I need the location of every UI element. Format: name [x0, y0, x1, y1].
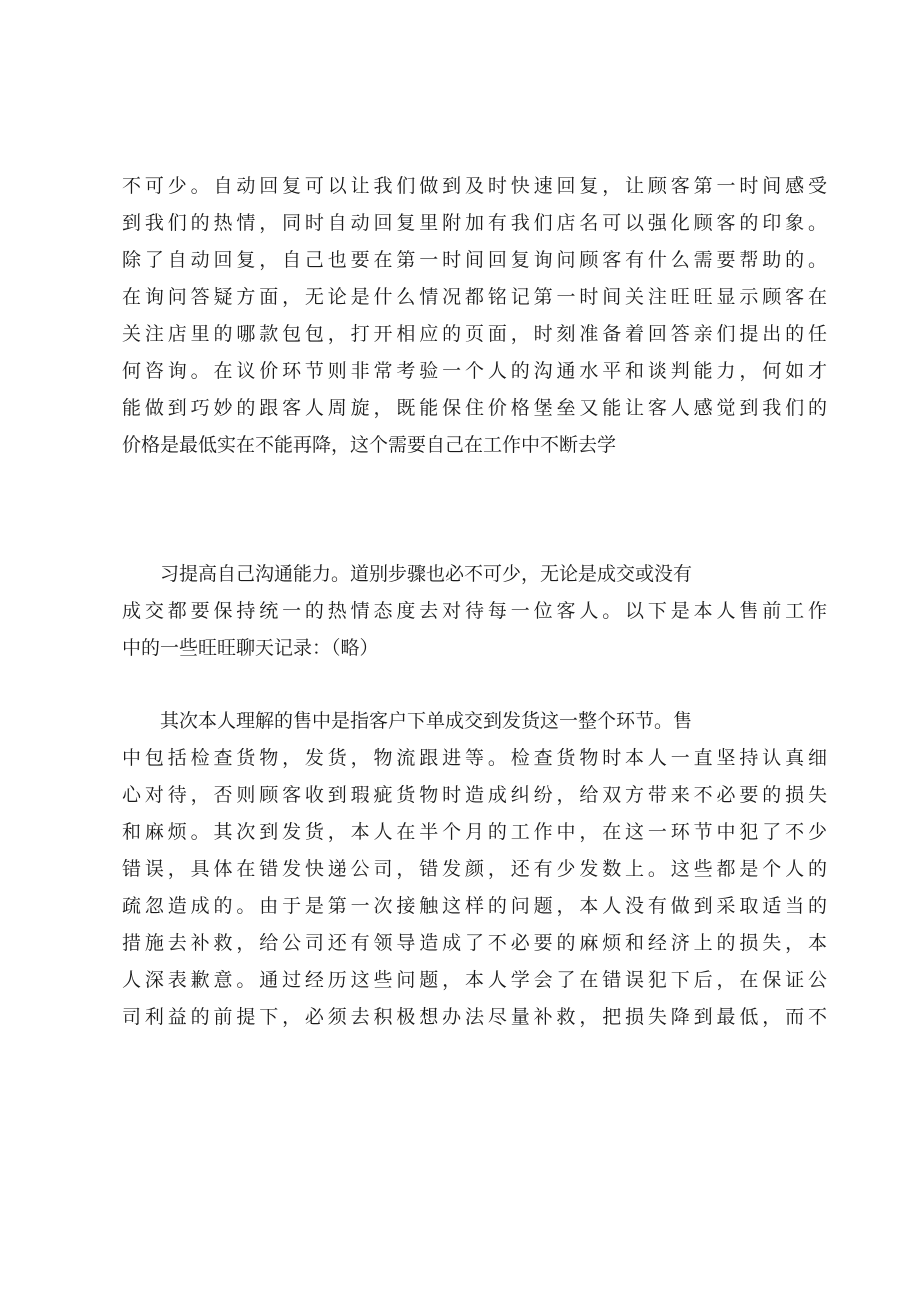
- text-line: 司利益的前提下，必须去积极想办法尽量补救，把损失降到最低，而不: [122, 1006, 827, 1028]
- text-line: 除了自动回复，自己也要在第一时间回复询问顾客有什么需要帮助的。: [122, 249, 827, 271]
- text-line: 中包括检查货物，发货，物流跟进等。检查货物时本人一直坚持认真细: [122, 747, 827, 769]
- text-line: 能做到巧妙的跟客人周旋，既能保住价格堡垒又能让客人感觉到我们的: [122, 397, 827, 419]
- text-line: 在询问答疑方面，无论是什么情况都铭记第一时间关注旺旺显示顾客在: [122, 286, 827, 308]
- text-line: 习提高自己沟通能力。道别步骤也必不可少，无论是成交或没有: [160, 563, 693, 585]
- text-line: 成交都要保持统一的热情态度去对待每一位客人。以下是本人售前工作: [122, 600, 827, 622]
- paragraph-1: [122, 168, 827, 464]
- text-line: 价格是最低实在不能再降，这个需要自己在工作中不断去学: [122, 434, 617, 456]
- text-line: 和麻烦。其次到发货，本人在半个月的工作中，在这一环节中犯了不少: [122, 821, 827, 843]
- paragraph-3: [122, 703, 827, 1036]
- text-line: 不可少。自动回复可以让我们做到及时快速回复，让顾客第一时间感受: [122, 175, 827, 197]
- text-line: 心对待，否则顾客收到瑕疵货物时造成纠纷，给双方带来不必要的损失: [122, 784, 827, 806]
- paragraph-2: [122, 556, 827, 667]
- text-line: 人深表歉意。通过经历这些问题，本人学会了在错误犯下后，在保证公: [122, 969, 827, 991]
- text-line: 到我们的热情，同时自动回复里附加有我们店名可以强化顾客的印象。: [122, 212, 827, 234]
- text-line: 关注店里的哪款包包，打开相应的页面，时刻准备着回答亲们提出的任: [122, 323, 827, 345]
- text-line: 错误，具体在错发快递公司，错发颜，还有少发数上。这些都是个人的: [122, 858, 827, 880]
- text-line: 疏忽造成的。由于是第一次接触这样的问题，本人没有做到采取适当的: [122, 895, 827, 917]
- text-line: 其次本人理解的售中是指客户下单成交到发货这一整个环节。售: [160, 710, 693, 732]
- text-line: 措施去补救，给公司还有领导造成了不必要的麻烦和经济上的损失，本: [122, 932, 827, 954]
- text-line: 何咨询。在议价环节则非常考验一个人的沟通水平和谈判能力，何如才: [122, 360, 827, 382]
- text-line: 中的一些旺旺聊天记录：（略）: [122, 637, 379, 659]
